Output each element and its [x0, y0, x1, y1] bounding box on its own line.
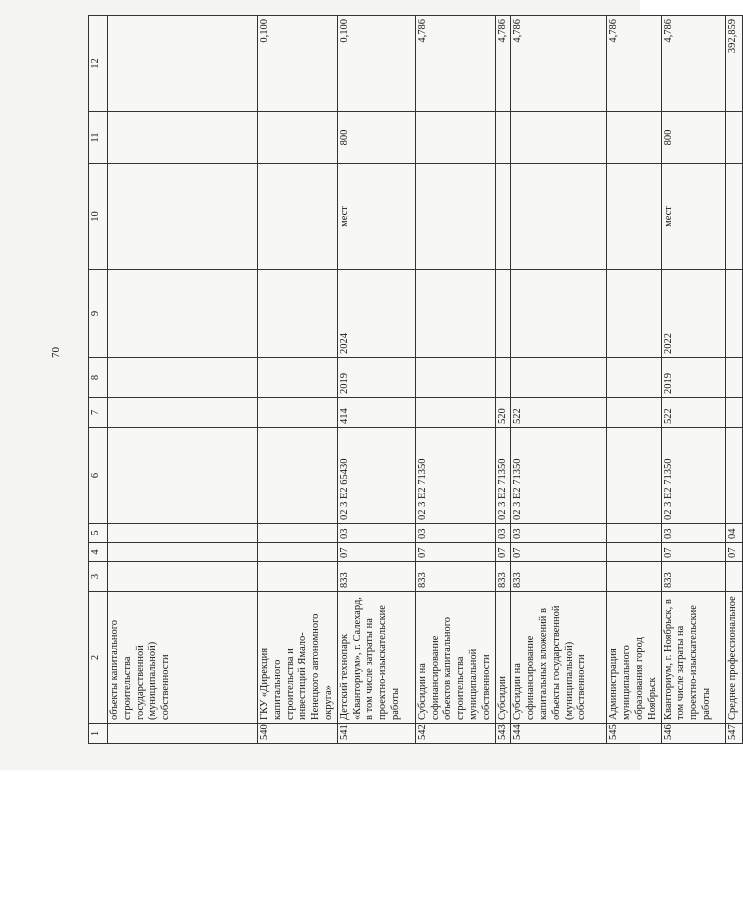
target-article [607, 428, 661, 524]
capacity [495, 112, 511, 164]
row-number: 540 [258, 724, 338, 744]
col-header: 7 [89, 398, 108, 428]
ministry-code [258, 562, 338, 592]
amount: 4,786 [495, 16, 511, 112]
end-year: 2024 [337, 270, 415, 358]
table-row [415, 16, 495, 744]
budget-table-wrapper [88, 16, 738, 744]
col-header: 9 [89, 270, 108, 358]
amount: 4,786 [661, 16, 725, 112]
ministry-code [725, 562, 742, 592]
amount [108, 16, 258, 112]
subsection-code: 04 [725, 524, 742, 543]
start-year [511, 358, 607, 398]
start-year [725, 358, 742, 398]
col-header: 11 [89, 112, 108, 164]
start-year [108, 358, 258, 398]
end-year [607, 270, 661, 358]
section-code: 07 [511, 543, 607, 562]
end-year: 2022 [661, 270, 725, 358]
table-row [495, 16, 511, 744]
table-row [661, 16, 725, 744]
start-year [415, 358, 495, 398]
col-header: 5 [89, 524, 108, 543]
capacity [511, 112, 607, 164]
subsection-code [258, 524, 338, 543]
col-header: 1 [89, 724, 108, 744]
row-number [108, 724, 258, 744]
ministry-code: 833 [415, 562, 495, 592]
item-name: Детский технопарк «Кванториум», г. Салехард, в том числе затраты на проектно-изыскательские работы [337, 592, 415, 724]
subsection-code [108, 524, 258, 543]
item-name: Кванториум, г. Ноябрьск, в том числе затраты на проектно-изыскательские работы [661, 592, 725, 724]
unit [725, 164, 742, 270]
start-year [607, 358, 661, 398]
item-name: Субсидии на софинансирование объектов капитального строительства муниципальной собственности [415, 592, 495, 724]
capacity [725, 112, 742, 164]
header-row [89, 16, 108, 744]
expense-type [607, 398, 661, 428]
table-row [337, 16, 415, 744]
section-code [258, 543, 338, 562]
col-header: 12 [89, 16, 108, 112]
item-name: Администрация муниципального образования город Ноябрьск [607, 592, 661, 724]
row-number: 542 [415, 724, 495, 744]
end-year [415, 270, 495, 358]
capacity [607, 112, 661, 164]
section-code [108, 543, 258, 562]
unit [511, 164, 607, 270]
unit: мест [337, 164, 415, 270]
target-article: 02 3 E2 71350 [495, 428, 511, 524]
unit [258, 164, 338, 270]
row-number: 547 [725, 724, 742, 744]
end-year [725, 270, 742, 358]
section-code: 07 [661, 543, 725, 562]
capacity [258, 112, 338, 164]
table-row [108, 16, 258, 744]
amount: 4,786 [415, 16, 495, 112]
unit [495, 164, 511, 270]
unit [415, 164, 495, 270]
row-number: 546 [661, 724, 725, 744]
target-article [108, 428, 258, 524]
col-header: 4 [89, 543, 108, 562]
expense-type [415, 398, 495, 428]
expense-type: 520 [495, 398, 511, 428]
expense-type: 522 [661, 398, 725, 428]
col-header: 10 [89, 164, 108, 270]
end-year [511, 270, 607, 358]
expense-type [725, 398, 742, 428]
section-code: 07 [495, 543, 511, 562]
table-row [258, 16, 338, 744]
subsection-code: 03 [495, 524, 511, 543]
row-number: 541 [337, 724, 415, 744]
expense-type [258, 398, 338, 428]
table-row [607, 16, 661, 744]
item-name: объекты капитального строительства государственной (муниципальной) собственности [108, 592, 258, 724]
item-name: Субсидии на софинансирование капитальных вложений в объекты государственной (муниципальной) собственности [511, 592, 607, 724]
capacity: 800 [337, 112, 415, 164]
subsection-code: 03 [661, 524, 725, 543]
item-name: Среднее профессиональное [725, 592, 742, 724]
subsection-code: 03 [511, 524, 607, 543]
section-code [607, 543, 661, 562]
subsection-code: 03 [337, 524, 415, 543]
row-number: 545 [607, 724, 661, 744]
amount: 0,100 [337, 16, 415, 112]
row-number: 544 [511, 724, 607, 744]
ministry-code: 833 [661, 562, 725, 592]
unit: мест [661, 164, 725, 270]
expense-type: 522 [511, 398, 607, 428]
start-year: 2019 [337, 358, 415, 398]
ministry-code [108, 562, 258, 592]
target-article: 02 3 E2 71350 [661, 428, 725, 524]
table-row [725, 16, 742, 744]
expense-type: 414 [337, 398, 415, 428]
col-header: 2 [89, 592, 108, 724]
expense-type [108, 398, 258, 428]
section-code: 07 [415, 543, 495, 562]
amount: 0,100 [258, 16, 338, 112]
col-header: 6 [89, 428, 108, 524]
ministry-code: 833 [495, 562, 511, 592]
subsection-code [607, 524, 661, 543]
col-header: 8 [89, 358, 108, 398]
end-year [495, 270, 511, 358]
amount: 4,786 [511, 16, 607, 112]
ministry-code: 833 [337, 562, 415, 592]
target-article: 02 3 E2 65430 [337, 428, 415, 524]
item-name: ГКУ «Дирекция капитального строительства и инвестиций Ямало-Ненецкого автономного округа» [258, 592, 338, 724]
capacity [108, 112, 258, 164]
unit [607, 164, 661, 270]
start-year: 2019 [661, 358, 725, 398]
target-article [258, 428, 338, 524]
target-article: 02 3 E2 71350 [511, 428, 607, 524]
capacity [415, 112, 495, 164]
amount: 4,786 [607, 16, 661, 112]
end-year [258, 270, 338, 358]
item-name: Субсидии [495, 592, 511, 724]
subsection-code: 03 [415, 524, 495, 543]
table-row [511, 16, 607, 744]
target-article: 02 3 E2 71350 [415, 428, 495, 524]
capacity: 800 [661, 112, 725, 164]
ministry-code [607, 562, 661, 592]
ministry-code: 833 [511, 562, 607, 592]
budget-table [88, 15, 743, 744]
page-number: 70 [50, 347, 62, 358]
target-article [725, 428, 742, 524]
end-year [108, 270, 258, 358]
start-year [495, 358, 511, 398]
row-number: 543 [495, 724, 511, 744]
start-year [258, 358, 338, 398]
section-code: 07 [725, 543, 742, 562]
col-header: 3 [89, 562, 108, 592]
amount: 392,859 [725, 16, 742, 112]
unit [108, 164, 258, 270]
section-code: 07 [337, 543, 415, 562]
